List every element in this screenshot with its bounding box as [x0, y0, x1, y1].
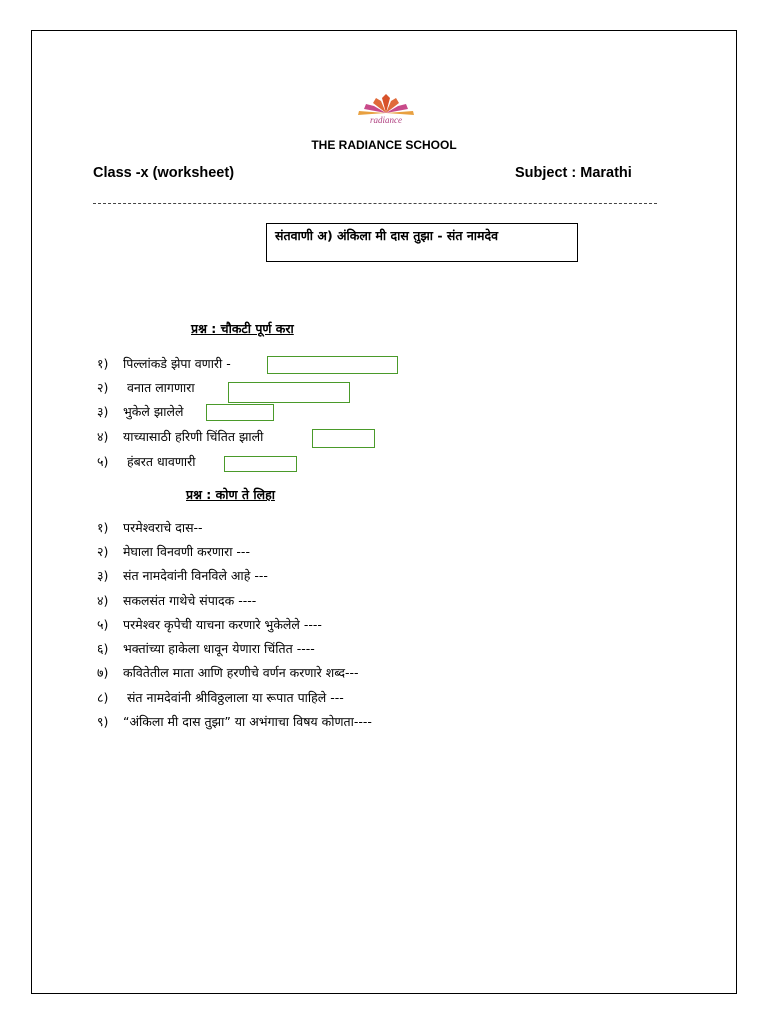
subject-label: Subject : Marathi: [515, 165, 632, 181]
section2-heading: प्रश्न : कोण ते लिहा: [186, 487, 275, 502]
answer-box-5[interactable]: [224, 456, 297, 472]
list-item: ७) कवितेतील माता आणि हरणीचे वर्णन करणारे शब्द---: [97, 665, 359, 680]
list-item: १) परमेश्वराचे दास--: [97, 520, 203, 535]
list-item: २) वनात लागणारा: [97, 380, 195, 395]
svg-text:radiance: radiance: [370, 115, 402, 125]
list-item: ३) संत नामदेवांनी विनविले आहे ---: [97, 568, 268, 583]
list-item: ३) भुकेले झालेले: [97, 404, 184, 419]
answer-box-3[interactable]: [206, 404, 274, 421]
separator-line: [93, 203, 657, 204]
class-label: Class -x (worksheet): [93, 165, 235, 181]
answer-box-4[interactable]: [312, 429, 375, 448]
list-item: २) मेघाला विनवणी करणारा ---: [97, 544, 250, 559]
school-name: THE RADIANCE SCHOOL: [311, 138, 457, 152]
list-item: ४) याच्यासाठी हरिणी चिंतित झाली: [97, 429, 264, 444]
section1-heading: प्रश्न : चौकटी पूर्ण करा: [191, 321, 294, 336]
list-item: ५) परमेश्वर कृपेची याचना करणारे भुकेलेले ----: [97, 617, 322, 632]
list-item: ४) सकलसंत गाथेचे संपादक ----: [97, 593, 257, 608]
list-item: १) पिल्लांकडे झेपा वणारी -: [97, 356, 231, 371]
radiance-logo: [336, 89, 437, 131]
list-item: ६) भक्तांच्या हाकेला धावून येणारा चिंतित ----: [97, 641, 315, 656]
list-item: ९) “अंकिला मी दास तुझा” या अभंगाचा विषय कोणता----: [97, 714, 372, 729]
list-item: ५) हंबरत धावणारी: [97, 454, 196, 469]
answer-box-2[interactable]: [228, 382, 350, 403]
lesson-title-box: [266, 223, 578, 262]
list-item: ८) संत नामदेवांनी श्रीविठ्ठलाला या रूपात पाहिले ---: [97, 690, 344, 705]
lesson-title: संतवाणी अ) अंकिला मी दास तुझा - संत नामदेव: [275, 228, 499, 243]
answer-box-1[interactable]: [267, 356, 398, 374]
